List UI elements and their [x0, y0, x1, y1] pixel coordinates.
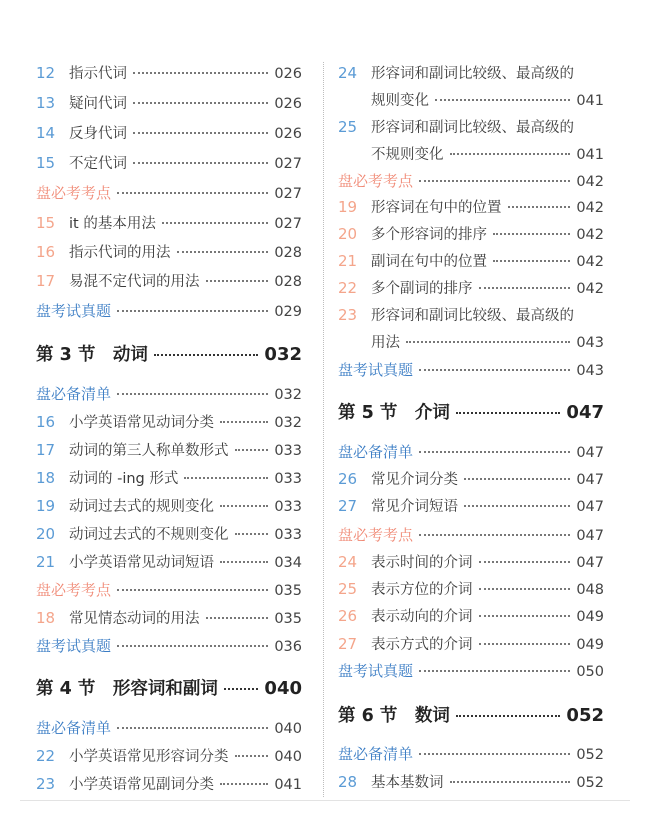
entry-title: 小学英语常见副词分类: [69, 777, 214, 793]
entry-number: 12: [36, 64, 56, 82]
leader-dots: [220, 421, 268, 423]
entry-number: 25: [338, 118, 358, 136]
entry-title: 形容词和副词比较级、最高级的: [371, 120, 574, 136]
chapter-heading[interactable]: [338, 399, 604, 424]
section-title: 盘必考考点: [338, 526, 414, 544]
leader-dots: [479, 287, 571, 289]
leader-dots: [435, 99, 570, 101]
section-heading[interactable]: [338, 660, 604, 681]
toc-entry[interactable]: [36, 122, 302, 143]
entry-number: 16: [36, 243, 56, 261]
page-number: 042: [576, 174, 604, 190]
leader-dots: [117, 393, 268, 395]
leader-dots: [220, 783, 268, 785]
leader-dots: [154, 354, 259, 356]
toc-entry[interactable]: [36, 212, 302, 233]
page-number: 040: [274, 721, 302, 737]
page-number: 026: [274, 126, 302, 142]
leader-dots: [133, 72, 268, 74]
page-number: 028: [274, 245, 302, 261]
leader-dots: [117, 589, 268, 591]
leader-dots: [493, 233, 570, 235]
leader-dots: [479, 561, 571, 563]
page-number: 048: [576, 582, 604, 598]
leader-dots: [450, 153, 571, 155]
section-title: 盘必考考点: [338, 172, 414, 190]
toc-entry[interactable]: [36, 551, 302, 572]
entry-number: 24: [338, 553, 358, 571]
leader-dots: [464, 505, 570, 507]
entry-title: 疑问代词: [69, 96, 127, 112]
chapter-title: 第 6 节 数词: [338, 706, 450, 726]
entry-number: 23: [36, 775, 56, 793]
toc-entry[interactable]: [36, 152, 302, 173]
leader-dots: [508, 206, 571, 208]
page-number: 041: [274, 777, 302, 793]
leader-dots: [450, 781, 571, 783]
section-title: 盘考试真题: [338, 662, 414, 680]
page-number: 033: [274, 499, 302, 515]
entry-number: 15: [36, 154, 56, 172]
chapter-heading[interactable]: [36, 341, 302, 366]
entry-number: 20: [338, 225, 358, 243]
section-heading[interactable]: [338, 743, 604, 764]
toc-entry[interactable]: [338, 605, 604, 626]
section-title: 盘必考考点: [36, 184, 112, 202]
entry-title: 副词在句中的位置: [371, 254, 487, 270]
section-heading[interactable]: [36, 717, 302, 738]
page-number: 043: [576, 363, 604, 379]
entry-title: 表示方式的介词: [371, 637, 473, 653]
page-number: 029: [274, 304, 302, 320]
page-number: 035: [274, 611, 302, 627]
page-number: 033: [274, 443, 302, 459]
toc-entry[interactable]: [338, 62, 604, 83]
leader-dots: [206, 617, 269, 619]
page-number: 033: [274, 471, 302, 487]
page-number: 052: [566, 705, 604, 726]
page-number: 040: [274, 749, 302, 765]
leader-dots: [479, 643, 571, 645]
chapter-heading[interactable]: [36, 675, 302, 700]
page-number: 047: [576, 528, 604, 544]
entry-title: 不定代词: [69, 156, 127, 172]
page-number: 049: [576, 637, 604, 653]
entry-title: 小学英语常见动词短语: [69, 555, 214, 571]
section-heading[interactable]: [36, 300, 302, 321]
entry-number: 17: [36, 272, 56, 290]
toc-entry[interactable]: [338, 578, 604, 599]
page-number: 047: [576, 555, 604, 571]
leader-dots: [235, 755, 269, 757]
entry-number: 15: [36, 214, 56, 232]
toc-entry[interactable]: [338, 223, 604, 244]
entry-number: 20: [36, 525, 56, 543]
entry-number: 21: [36, 553, 56, 571]
entry-number: 21: [338, 252, 358, 270]
page-number: 047: [576, 445, 604, 461]
leader-dots: [220, 505, 268, 507]
leader-dots: [184, 477, 268, 479]
toc-entry[interactable]: [338, 468, 604, 489]
toc-entry[interactable]: [338, 551, 604, 572]
entry-title: 动词过去式的规则变化: [69, 499, 214, 515]
toc-entry[interactable]: [36, 411, 302, 432]
entry-number: 25: [338, 580, 358, 598]
page-number: 052: [576, 775, 604, 791]
leader-dots: [456, 412, 561, 414]
section-heading[interactable]: [338, 170, 604, 191]
entry-title-continued: 用法: [371, 335, 400, 351]
leader-dots: [419, 534, 570, 536]
page-number: 042: [576, 200, 604, 216]
leader-dots: [206, 280, 269, 282]
entry-title: 多个副词的排序: [371, 281, 473, 297]
page-number: 032: [264, 344, 302, 365]
toc-entry[interactable]: [36, 241, 302, 262]
toc-entry-continued[interactable]: [338, 89, 604, 110]
leader-dots: [117, 645, 268, 647]
entry-title: 常见介词短语: [371, 499, 458, 515]
toc-entry[interactable]: [36, 495, 302, 516]
toc-entry[interactable]: [36, 62, 302, 83]
page-number: 047: [576, 472, 604, 488]
page-number: 027: [274, 216, 302, 232]
chapter-heading[interactable]: [338, 702, 604, 727]
toc-entry[interactable]: [338, 196, 604, 217]
section-title: 盘必备清单: [36, 719, 112, 737]
leader-dots: [235, 533, 269, 535]
page-number: 035: [274, 583, 302, 599]
entry-number: 13: [36, 94, 56, 112]
entry-number: 24: [338, 64, 358, 82]
leader-dots: [220, 561, 268, 563]
section-title: 盘考试真题: [36, 637, 112, 655]
page-number: 042: [576, 227, 604, 243]
column-divider: [323, 62, 324, 797]
entry-number: 26: [338, 470, 358, 488]
leader-dots: [117, 310, 268, 312]
entry-number: 19: [338, 198, 358, 216]
entry-number: 17: [36, 441, 56, 459]
leader-dots: [177, 251, 269, 253]
toc-entry[interactable]: [36, 270, 302, 291]
leader-dots: [419, 753, 570, 755]
entry-number: 28: [338, 773, 358, 791]
page-number: 049: [576, 609, 604, 625]
toc-entry[interactable]: [338, 633, 604, 654]
page-number: 041: [576, 147, 604, 163]
entry-title: 小学英语常见动词分类: [69, 415, 214, 431]
toc-entry-continued[interactable]: [338, 331, 604, 352]
entry-number: 14: [36, 124, 56, 142]
toc-entry[interactable]: [338, 304, 604, 325]
leader-dots: [235, 449, 269, 451]
leader-dots: [162, 222, 268, 224]
section-heading[interactable]: [338, 359, 604, 380]
leader-dots: [117, 727, 268, 729]
entry-number: 27: [338, 635, 358, 653]
entry-title: 形容词在句中的位置: [371, 200, 502, 216]
leader-dots: [117, 192, 268, 194]
leader-dots: [419, 451, 570, 453]
entry-title: 表示动向的介词: [371, 609, 473, 625]
page-number: 042: [576, 281, 604, 297]
page-number: 026: [274, 96, 302, 112]
entry-title: 常见情态动词的用法: [69, 611, 200, 627]
entry-title: 动词的第三人称单数形式: [69, 443, 229, 459]
toc-entry[interactable]: [36, 523, 302, 544]
page-number: 033: [274, 527, 302, 543]
page-number: 050: [576, 664, 604, 680]
page-number: 032: [274, 415, 302, 431]
section-heading[interactable]: [338, 524, 604, 545]
entry-number: 26: [338, 607, 358, 625]
leader-dots: [224, 688, 259, 690]
entry-title: 指示代词的用法: [69, 245, 171, 261]
page-number: 043: [576, 335, 604, 351]
toc-entry[interactable]: [36, 607, 302, 628]
toc-entry[interactable]: [36, 773, 302, 794]
entry-title: 小学英语常见形容词分类: [69, 749, 229, 765]
page-number: 036: [274, 639, 302, 655]
toc-entry[interactable]: [36, 467, 302, 488]
entry-title: 形容词和副词比较级、最高级的: [371, 308, 574, 324]
leader-dots: [456, 715, 561, 717]
leader-dots: [479, 615, 571, 617]
entry-title: 表示方位的介词: [371, 582, 473, 598]
leader-dots: [479, 588, 571, 590]
page-number: 047: [576, 499, 604, 515]
section-title: 盘必备清单: [36, 385, 112, 403]
entry-number: 27: [338, 497, 358, 515]
entry-number: 18: [36, 609, 56, 627]
section-heading[interactable]: [36, 579, 302, 600]
leader-dots: [464, 478, 570, 480]
page-number: 041: [576, 93, 604, 109]
entry-number: 22: [338, 279, 358, 297]
entry-title: 动词过去式的不规则变化: [69, 527, 229, 543]
toc-entry[interactable]: [338, 277, 604, 298]
entry-title: 基本基数词: [371, 775, 444, 791]
toc-entry[interactable]: [338, 116, 604, 137]
entry-number: 23: [338, 306, 358, 324]
page-number: 027: [274, 156, 302, 172]
leader-dots: [406, 341, 570, 343]
leader-dots: [419, 670, 570, 672]
entry-title-continued: 规则变化: [371, 93, 429, 109]
entry-number: 18: [36, 469, 56, 487]
section-title: 盘必备清单: [338, 443, 414, 461]
leader-dots: [133, 102, 268, 104]
page-number: 052: [576, 747, 604, 763]
entry-title-continued: 不规则变化: [371, 147, 444, 163]
toc-entry[interactable]: [36, 439, 302, 460]
toc-entry-continued[interactable]: [338, 143, 604, 164]
entry-number: 22: [36, 747, 56, 765]
section-heading[interactable]: [36, 635, 302, 656]
chapter-title: 第 4 节 形容词和副词: [36, 679, 218, 699]
page-number: 027: [274, 186, 302, 202]
entry-title: 多个形容词的排序: [371, 227, 487, 243]
toc-entry[interactable]: [338, 495, 604, 516]
leader-dots: [419, 369, 570, 371]
entry-title: 常见介词分类: [371, 472, 458, 488]
entry-title: 形容词和副词比较级、最高级的: [371, 66, 574, 82]
toc-entry[interactable]: [36, 92, 302, 113]
entry-title: 反身代词: [69, 126, 127, 142]
leader-dots: [133, 132, 268, 134]
page-number: 034: [274, 555, 302, 571]
page-number: 047: [566, 402, 604, 423]
section-title: 盘考试真题: [338, 361, 414, 379]
section-title: 盘必考考点: [36, 581, 112, 599]
toc-entry[interactable]: [36, 745, 302, 766]
chapter-title: 第 5 节 介词: [338, 403, 450, 423]
page-number: 028: [274, 274, 302, 290]
entry-title: 表示时间的介词: [371, 555, 473, 571]
entry-number: 19: [36, 497, 56, 515]
section-title: 盘考试真题: [36, 302, 112, 320]
page-number: 026: [274, 66, 302, 82]
page-number: 042: [576, 254, 604, 270]
toc-entry[interactable]: [338, 771, 604, 792]
entry-title: 易混不定代词的用法: [69, 274, 200, 290]
page-number: 032: [274, 387, 302, 403]
entry-title: it 的基本用法: [69, 216, 156, 232]
page-number: 040: [264, 678, 302, 699]
bottom-rule: [20, 800, 630, 801]
leader-dots: [133, 162, 268, 164]
toc-entry[interactable]: [338, 250, 604, 271]
leader-dots: [493, 260, 570, 262]
entry-title: 指示代词: [69, 66, 127, 82]
section-heading[interactable]: [338, 441, 604, 462]
chapter-title: 第 3 节 动词: [36, 345, 148, 365]
entry-number: 16: [36, 413, 56, 431]
leader-dots: [419, 180, 570, 182]
entry-title: 动词的 -ing 形式: [69, 471, 179, 487]
section-heading[interactable]: [36, 383, 302, 404]
section-heading[interactable]: [36, 182, 302, 203]
section-title: 盘必备清单: [338, 745, 414, 763]
